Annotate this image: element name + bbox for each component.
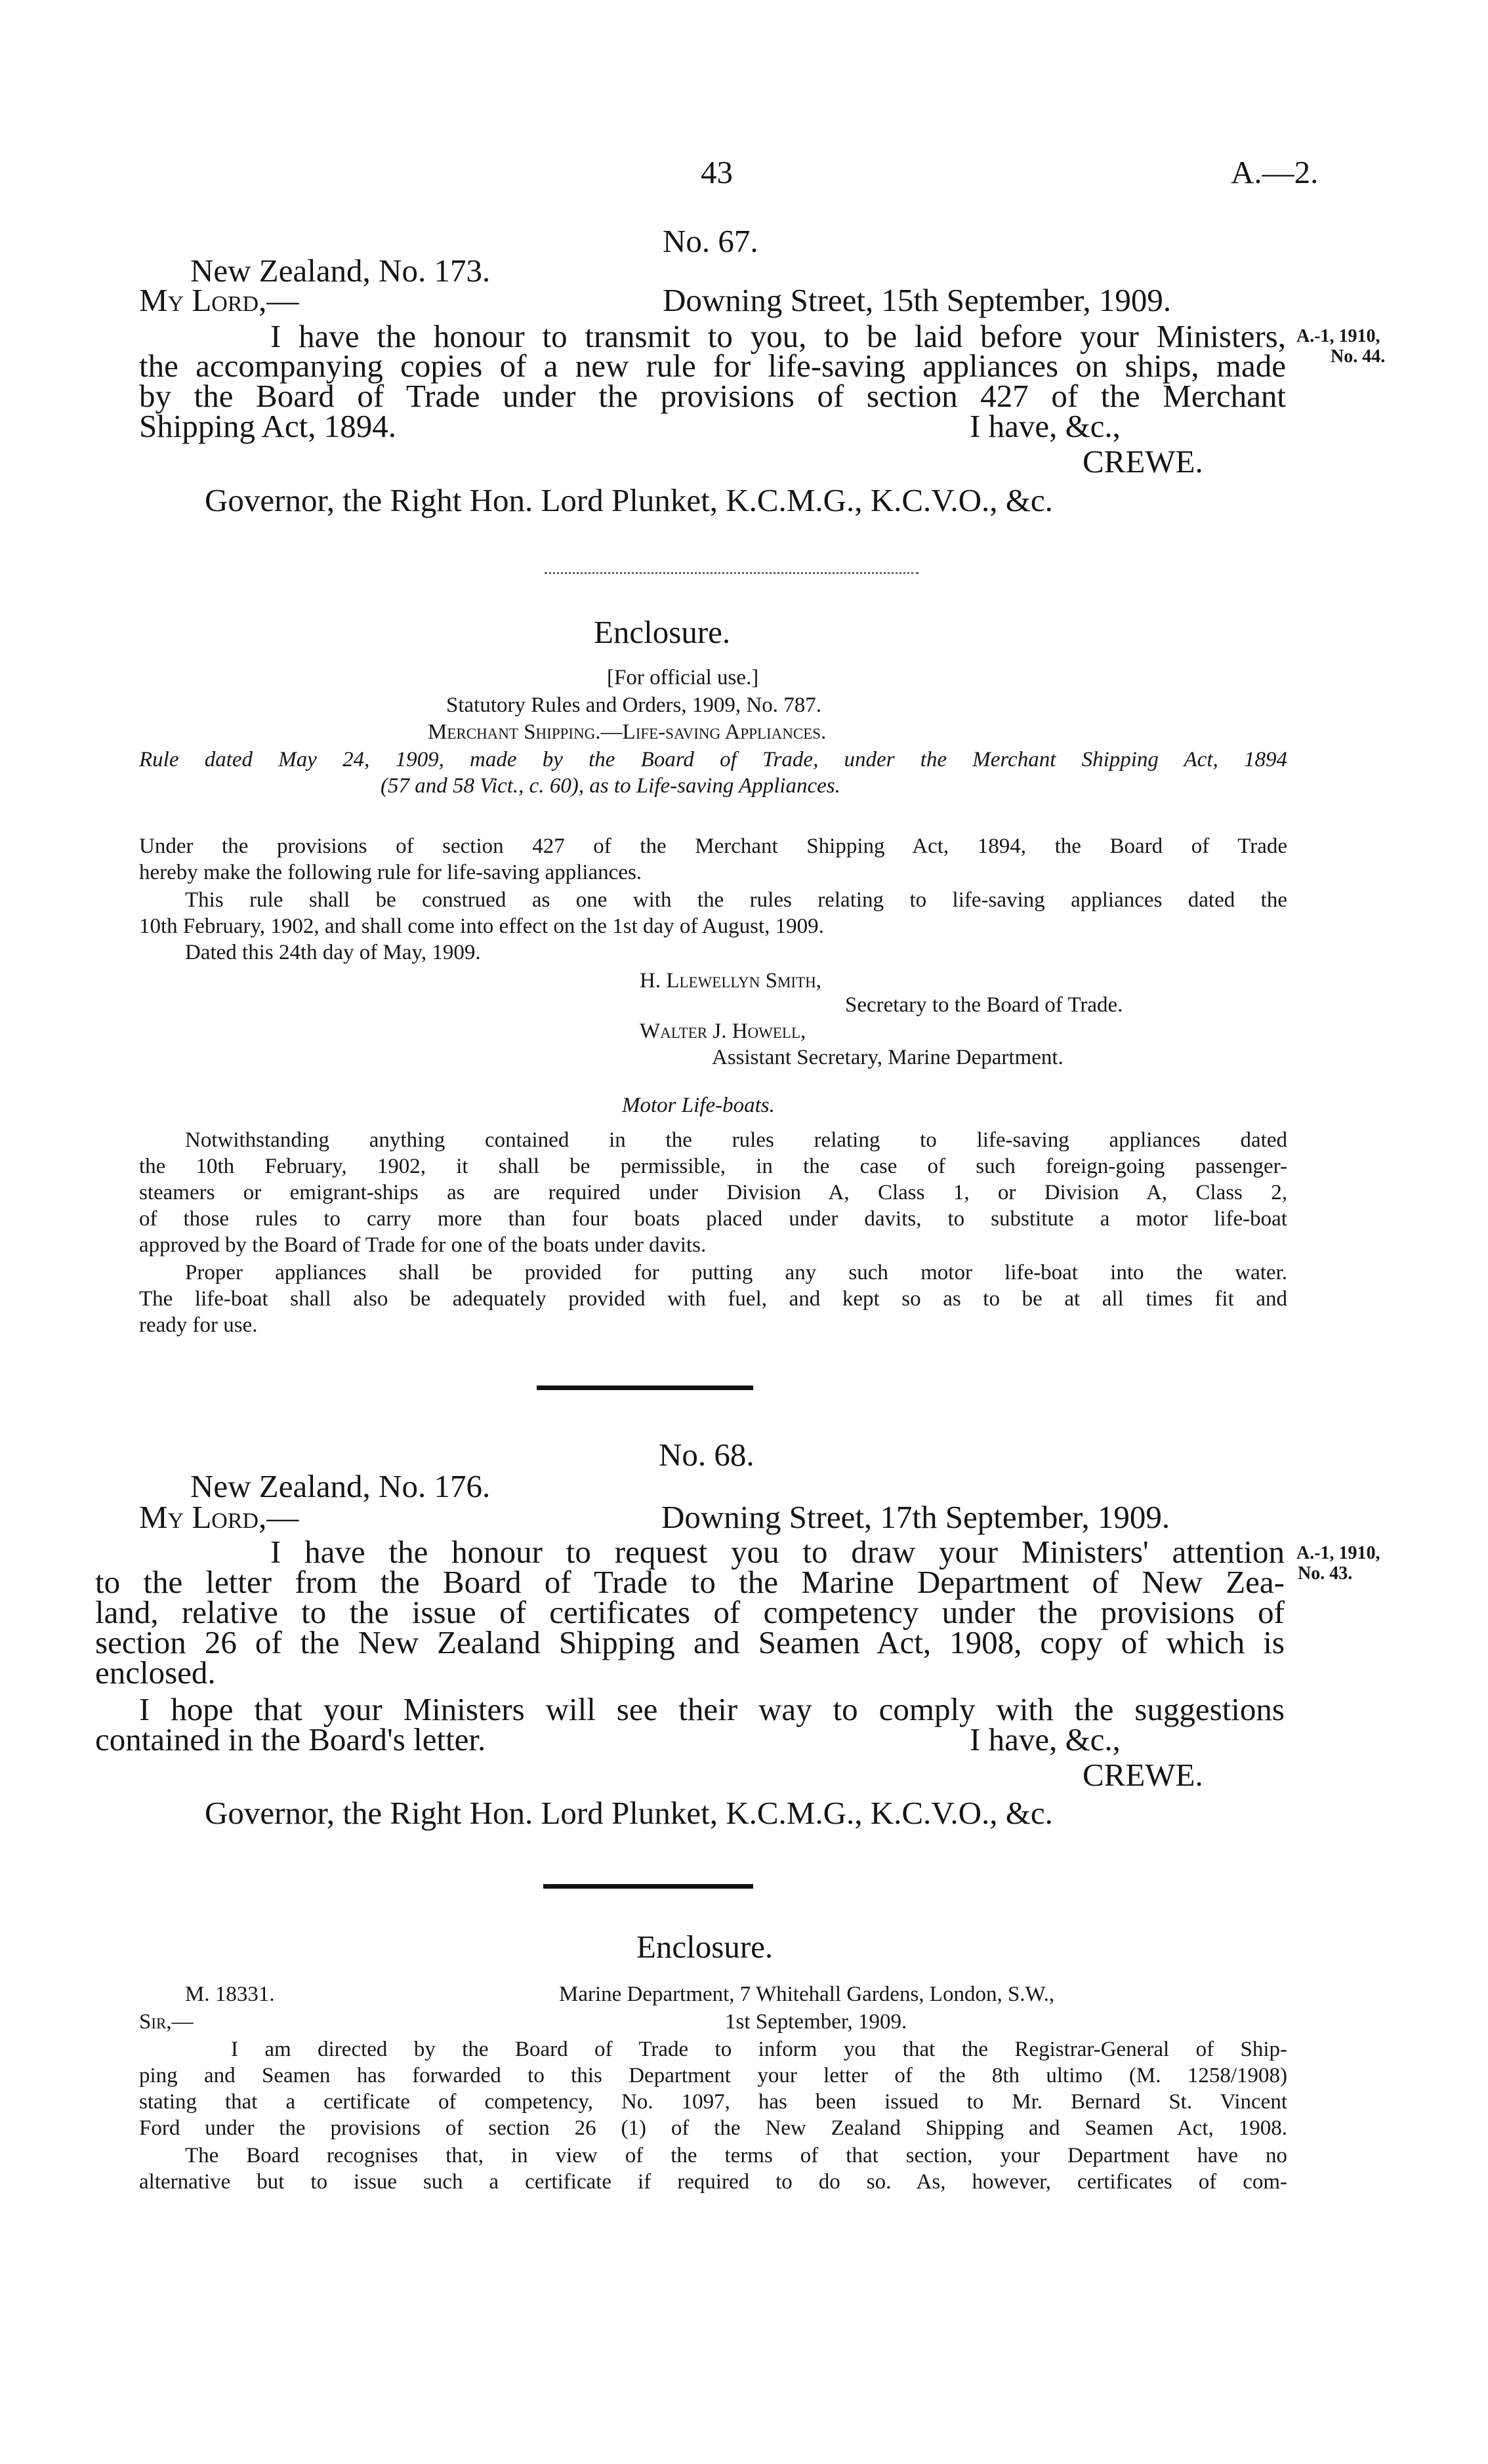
enclosure-2-para2-2: alternative but to issue such a certificate if required to do so. As, however, certificates of com- xyxy=(139,2170,1287,2194)
letter-67-line-4: Shipping Act, 1894. xyxy=(139,408,397,444)
enclosure-1-title: Merchant Shipping.—Life-saving Appliances. xyxy=(428,720,827,744)
enclosure-1-heading: Enclosure. xyxy=(594,614,731,650)
margin-note-line-1: A.-1, 1910, xyxy=(1296,1543,1380,1563)
enclosure-1-body1-2: hereby make the following rule for life-saving appliances. xyxy=(139,861,642,884)
enclosure-1-para1-2: the 10th February, 1902, it shall be permissible, in the case of such foreign-going passenger- xyxy=(139,1155,1287,1178)
letter-68-para1-4: section 26 of the New Zealand Shipping and Seamen Act, 1908, copy of which is xyxy=(95,1624,1285,1660)
margin-note-line-1: A.-1, 1910, xyxy=(1296,326,1380,346)
enclosure-1-official-use: [For official use.] xyxy=(607,666,759,689)
enclosure-2-address: Marine Department, 7 Whitehall Gardens, London, S.W., xyxy=(559,1982,1055,2006)
letter-67-ref: New Zealand, No. 173. xyxy=(190,253,491,289)
letter-67-line-3: by the Board of Trade under the provisions of section 427 of the Merchant xyxy=(139,378,1286,414)
enclosure-1-para2-1: Proper appliances shall be provided for putting any such motor life-boat into the water. xyxy=(185,1261,1287,1284)
section-divider-rule xyxy=(537,1386,753,1390)
enclosure-2-heading: Enclosure. xyxy=(636,1929,774,1965)
enclosure-2-ref: M. 18331. xyxy=(185,1982,275,2006)
enclosure-1-signer-2-name: Walter J. Howell, xyxy=(640,1019,806,1043)
letter-67-closing: I have, &c., xyxy=(970,408,1121,444)
letter-68-margin-note xyxy=(1296,1543,1380,1584)
letter-68-para2-1: I hope that your Ministers will see their way to comply with the suggestions xyxy=(139,1691,1285,1727)
letter-68-ref: New Zealand, No. 176. xyxy=(190,1468,491,1504)
letter-67-salutation: My Lord,— xyxy=(139,282,299,318)
enclosure-1-rule-dated-2: (57 and 58 Vict., c. 60), as to Life-saving Appliances. xyxy=(381,774,840,798)
enclosure-1-body2-2: 10th February, 1902, and shall come into effect on the 1st day of August, 1909. xyxy=(139,914,824,938)
enclosure-1-para1-1: Notwithstanding anything contained in the rules relating to life-saving appliances dated xyxy=(185,1128,1287,1152)
margin-note-line-2: No. 43. xyxy=(1298,1563,1353,1584)
letter-68-para1-2: to the letter from the Board of Trade to the Marine Department of New Zea- xyxy=(95,1564,1285,1600)
letter-67-line-2: the accompanying copies of a new rule for life-saving appliances on ships, made xyxy=(139,348,1286,384)
enclosure-2-date: 1st September, 1909. xyxy=(725,2010,907,2034)
letter-68-para1-1: I have the honour to request you to draw your Ministers' attention xyxy=(270,1534,1285,1570)
letter-67-addressee: Governor, the Right Hon. Lord Plunket, K.C.M.G., K.C.V.O., &c. xyxy=(205,482,1053,518)
page-number: 43 xyxy=(701,154,733,190)
enclosure-1-statutory: Statutory Rules and Orders, 1909, No. 787. xyxy=(446,693,821,717)
enclosure-1-para1-3: steamers or emigrant-ships as are required under Division A, Class 1, or Division A, Class 2, xyxy=(139,1181,1287,1204)
letter-67-signature: CREWE. xyxy=(1083,443,1203,480)
enclosure-2-para1-2: ping and Seamen has forwarded to this Department your letter of the 8th ultimo (M. 1258/1908) xyxy=(139,2064,1287,2087)
enclosure-1-subheading: Motor Life-boats. xyxy=(622,1094,775,1117)
letter-68-closing: I have, &c., xyxy=(970,1721,1121,1757)
enclosure-1-para2-2: The life-boat shall also be adequately provided with fuel, and kept so as to be at all times fit and xyxy=(139,1287,1287,1311)
letter-68-addressee: Governor, the Right Hon. Lord Plunket, K.C.M.G., K.C.V.O., &c. xyxy=(205,1795,1053,1831)
paper-reference: A.—2. xyxy=(1231,154,1319,190)
enclosure-1-dated: Dated this 24th day of May, 1909. xyxy=(185,941,481,964)
enclosure-2-para1-4: Ford under the provisions of section 26 (1) of the New Zealand Shipping and Seamen Act, 1908. xyxy=(139,2116,1287,2140)
enclosure-1-body1-1: Under the provisions of section 427 of the Merchant Shipping Act, 1894, the Board of Trade xyxy=(139,834,1287,858)
letter-67-margin-note xyxy=(1296,326,1385,367)
enclosure-1-para1-4: of those rules to carry more than four boats placed under davits, to substitute a motor life-boat xyxy=(139,1207,1287,1231)
enclosure-2-para2-1: The Board recognises that, in view of the terms of that section, your Department have no xyxy=(185,2144,1287,2167)
letter-68-para1-3: land, relative to the issue of certificates of competency under the provisions of xyxy=(95,1594,1285,1630)
enclosure-1-rule-dated-1: Rule dated May 24, 1909, made by the Board of Trade, under the Merchant Shipping Act, 1894 xyxy=(139,748,1287,771)
letter-68-para1-5: enclosed. xyxy=(95,1654,216,1691)
letter-68-salutation: My Lord,— xyxy=(139,1499,299,1535)
section-divider-dotted xyxy=(545,572,919,574)
letter-68-para2-2: contained in the Board's letter. xyxy=(95,1721,486,1757)
letter-67-number: No. 67. xyxy=(663,223,758,259)
enclosure-1-para1-5: approved by the Board of Trade for one of the boats under davits. xyxy=(139,1233,707,1257)
letter-67-place-date: Downing Street, 15th September, 1909. xyxy=(663,282,1172,318)
letter-67-line-1: I have the honour to transmit to you, to be laid before your Ministers, xyxy=(270,318,1286,354)
letter-68-place-date: Downing Street, 17th September, 1909. xyxy=(661,1499,1170,1535)
section-divider-rule-2 xyxy=(543,1884,753,1889)
enclosure-1-signer-1-title: Secretary to the Board of Trade. xyxy=(845,993,1123,1017)
margin-note-line-2: No. 44. xyxy=(1331,346,1386,367)
enclosure-2-para1-1: I am directed by the Board of Trade to inform you that the Registrar-General of Ship- xyxy=(231,2038,1287,2061)
letter-68-number: No. 68. xyxy=(659,1437,754,1473)
enclosure-1-para2-3: ready for use. xyxy=(139,1313,258,1337)
enclosure-1-signer-2-title: Assistant Secretary, Marine Department. xyxy=(712,1046,1064,1069)
enclosure-1-signer-1-name: H. Llewellyn Smith, xyxy=(640,969,821,993)
letter-68-signature: CREWE. xyxy=(1083,1757,1203,1793)
enclosure-2-salutation: Sir,— xyxy=(139,2010,194,2034)
enclosure-1-body2-1: This rule shall be construed as one with the rules relating to life-saving appliances dated the xyxy=(185,888,1287,912)
enclosure-2-para1-3: stating that a certificate of competency, No. 1097, has been issued to Mr. Bernard St. Vincent xyxy=(139,2090,1287,2114)
